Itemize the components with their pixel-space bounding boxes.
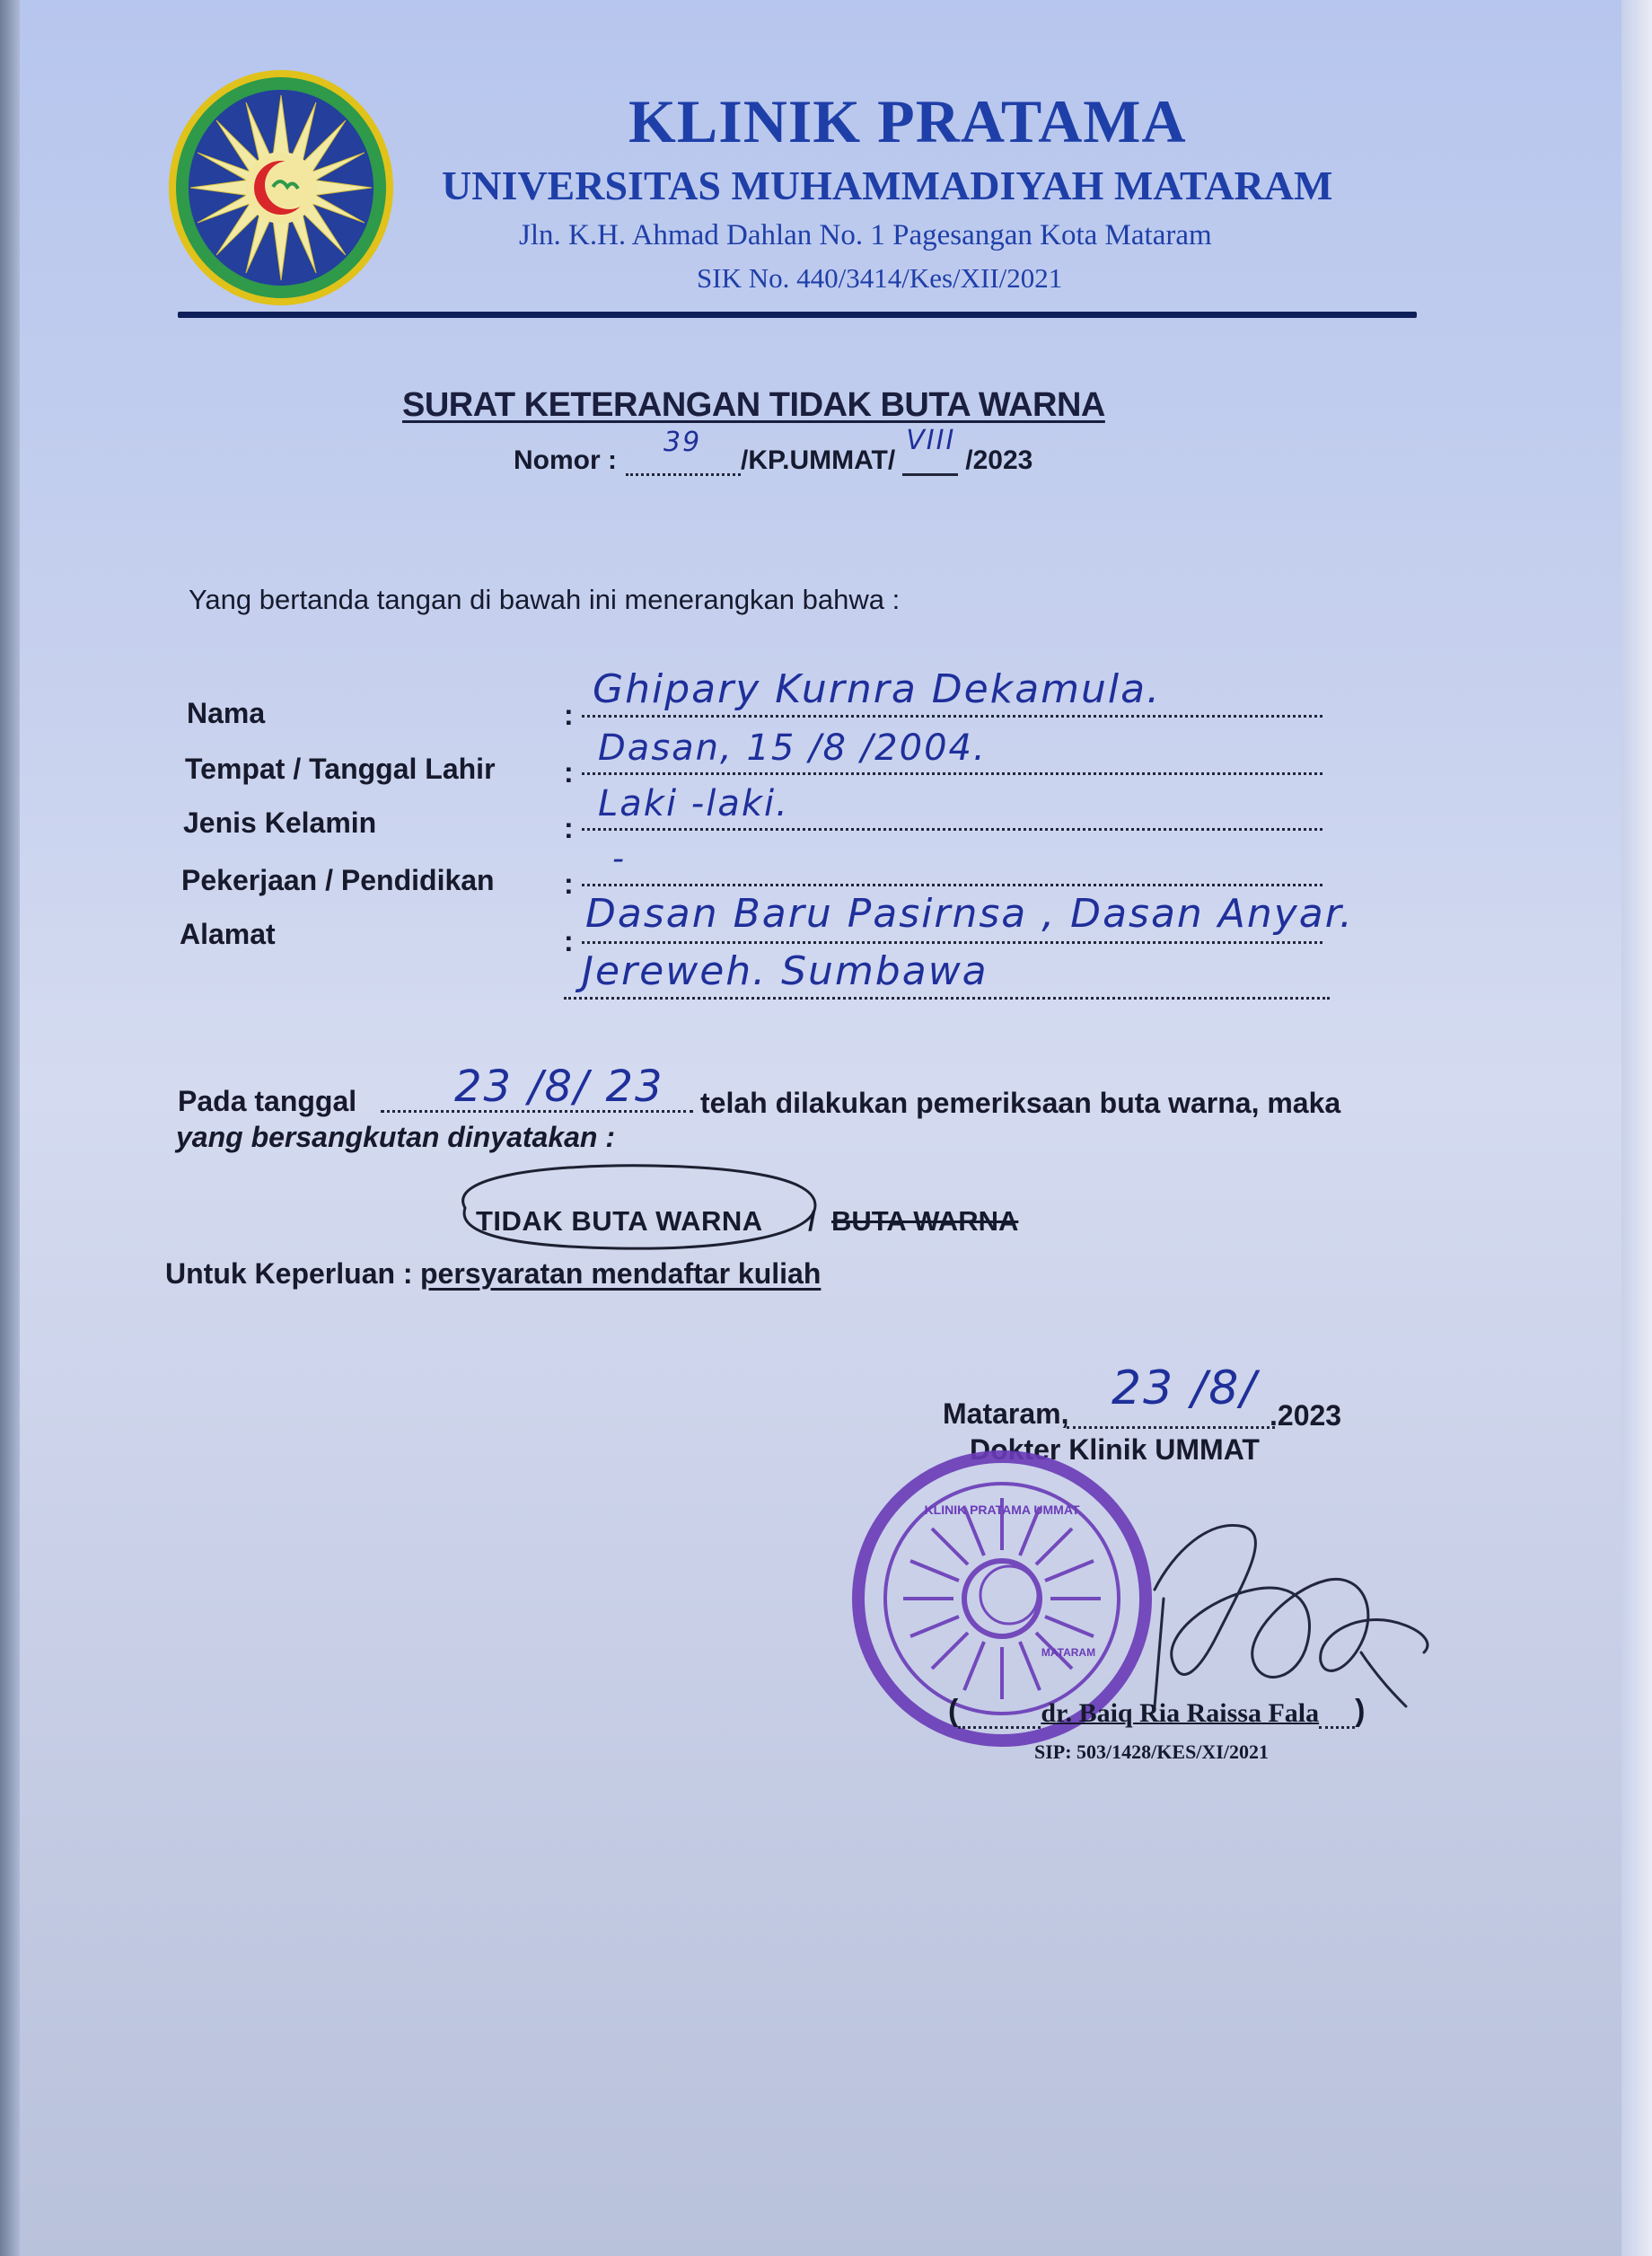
stamp-text: KLINIK PRATAMA UMMAT [924,1503,1080,1517]
pekerjaan-line [582,884,1322,886]
alamat-line-1 [582,941,1322,944]
nama-line [582,715,1322,718]
nama-colon: : [564,699,574,731]
ttl-colon: : [564,756,574,789]
clinic-address: Jln. K.H. Ahmad Dahlan No. 1 Pagesangan Kota Mataram [519,219,1212,251]
ttl-value: Dasan, 15 /8 /2004. [598,727,987,769]
number-year: /2023 [965,445,1033,475]
month-value: VIII [906,425,956,456]
jk-value: Laki -laki. [598,783,789,824]
open-paren: ( [948,1694,959,1728]
header-divider [178,312,1417,318]
muhammadiyah-sun-logo [167,68,395,307]
alamat-line-2 [564,997,1330,1000]
sign-place: Mataram, [943,1397,1069,1430]
pekerjaan-colon: : [564,868,574,900]
doctor-name-line [948,1694,1365,1729]
alamat-value-1: Dasan Baru Pasirnsa , Dasan Anyar. [585,891,1354,937]
month-field [902,425,958,476]
jk-colon: : [564,812,574,844]
clinic-license: SIK No. 440/3414/Kes/XII/2021 [697,262,1063,294]
sign-year: .2023 [1270,1399,1342,1432]
nama-value: Ghipary Kurnra Dekamula. [593,666,1162,712]
purpose-label: Untuk Keperluan : [165,1257,413,1290]
sign-date-line [1067,1426,1275,1429]
doctor-name-pad-right [1319,1703,1355,1729]
result-selected: TIDAK BUTA WARNA [476,1205,763,1237]
letter-number [514,425,1033,476]
intro-text: Yang bertanda tangan di bawah ini menerangkan bahwa : [189,584,901,615]
stamp-city: MATARAM [1041,1646,1096,1659]
result-struck: BUTA WARNA [831,1205,1019,1237]
pekerjaan-value: - [612,841,626,877]
number-mid: /KP.UMMAT/ [741,445,896,475]
exam-prefix: Pada tanggal [178,1085,357,1117]
alamat-label: Alamat [180,918,276,950]
jk-line [582,828,1322,831]
number-label: Nomor : [514,445,617,475]
letter-title: SURAT KETERANGAN TIDAK BUTA WARNA [402,386,1105,424]
clinic-name: KLINIK PRATAMA [628,87,1187,155]
number-value: 39 [663,427,702,458]
exam-date-value: 23 /8/ 23 [454,1062,664,1112]
doctor-name-pad-left [958,1703,1041,1729]
university-name: UNIVERSITAS MUHAMMADIYAH MATARAM [442,163,1333,208]
doctor-name: dr. Baiq Ria Raissa Fala [1041,1698,1320,1728]
exam-line-2: yang bersangkutan dinyatakan : [176,1121,616,1153]
paper-edge-right [1621,0,1652,2256]
jk-label: Jenis Kelamin [183,806,377,839]
doctor-sip: SIP: 503/1428/KES/XI/2021 [1034,1740,1269,1763]
alamat-colon: : [564,925,574,957]
sign-role: Dokter Klinik UMMAT [970,1433,1260,1466]
number-field [626,427,741,476]
purpose-value: persyaratan mendaftar kuliah [420,1257,822,1290]
close-paren: ) [1355,1694,1366,1728]
pekerjaan-label: Pekerjaan / Pendidikan [181,864,495,896]
result-separator: / [808,1205,816,1237]
alamat-value-2: Jereweh. Sumbawa [582,948,989,994]
ttl-label: Tempat / Tanggal Lahir [185,753,496,785]
nama-label: Nama [187,697,266,729]
sign-date-value: 23 /8/ [1112,1362,1258,1415]
paper-edge-left [0,0,20,2256]
exam-suffix: telah dilakukan pemeriksaan buta warna, maka [700,1087,1341,1119]
ttl-line [582,772,1322,775]
